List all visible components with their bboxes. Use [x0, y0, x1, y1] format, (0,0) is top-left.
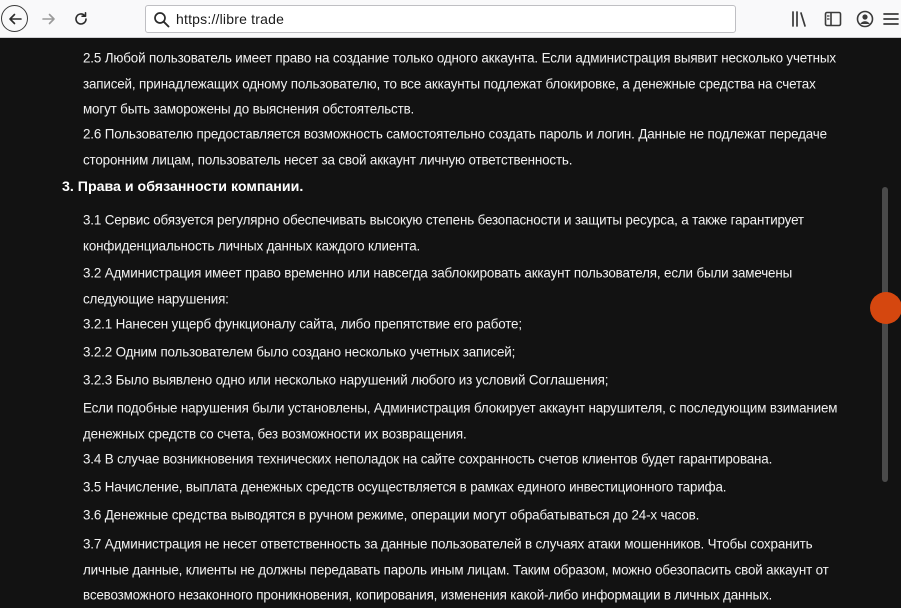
paragraph-2-5: 2.5 Любой пользователь имеет право на создание только одного аккаунта. Если администрация выявит несколько учетных записей, принадлежащих одному пользователю, то все аккаунты подлежат блокировке, а денежные средства на счетах могут быть заморожены до выяснения обстоятельств. — [83, 50, 836, 117]
back-button[interactable] — [1, 5, 28, 32]
paragraph-violations: Если подобные нарушения были установлены, Администрация блокирует аккаунт нарушителя, с последующим взиманием денежных средств со счета, без возможности их возвращения. — [83, 400, 838, 442]
paragraph-3-1: 3.1 Сервис обязуется регулярно обеспечивать высокую степень безопасности и защиты ресурса, а также гарантирует конфиденциальность личных данных каждого клиента. — [83, 212, 804, 254]
library-icon[interactable] — [790, 9, 810, 29]
paragraph-3-6: 3.6 Денежные средства выводятся в ручном режиме, операции могут обрабатываться до 24-х часов. — [83, 507, 700, 523]
scroll-to-top-button[interactable] — [870, 292, 901, 324]
paragraph-3-2-1: 3.2.1 Нанесен ущерб функционалу сайта, либо препятствие его работе; — [83, 316, 522, 332]
url-text[interactable]: https://libre trade — [176, 11, 285, 27]
paragraph-3-2-2: 3.2.2 Одним пользователем было создано несколько учетных записей; — [83, 344, 516, 360]
paragraph-3-4: 3.4 В случае возникновения технических неполадок на сайте сохранность счетов клиентов будет гарантирована. — [83, 451, 773, 467]
paragraph-3-5: 3.5 Начисление, выплата денежных средств осуществляется в рамках единого инвестиционного тарифа. — [83, 479, 727, 495]
browser-toolbar — [0, 0, 901, 38]
address-bar[interactable] — [145, 5, 736, 33]
section-heading: 3. Права и обязанности компании. — [62, 179, 304, 195]
paragraph-3-2: 3.2 Администрация имеет право временно или навсегда заблокировать аккаунт пользователя, если были замечены следующие нарушения: — [83, 265, 793, 307]
paragraph-2-6: 2.6 Пользователю предоставляется возможность самостоятельно создать пароль и логин. Данные не подлежат передаче сторонним лицам, пользователь несет за свой аккаунт личную ответственность. — [83, 126, 827, 168]
arrow-right-icon — [41, 11, 57, 27]
reload-icon — [73, 11, 89, 27]
menu-icon[interactable] — [881, 9, 901, 29]
sidebar-icon[interactable] — [823, 9, 843, 29]
scrollbar-track[interactable] — [882, 187, 888, 482]
paragraph-3-2-3: 3.2.3 Было выявлено одно или несколько нарушений любого из условий Соглашения; — [83, 372, 609, 388]
page-content — [0, 38, 901, 608]
forward-button[interactable] — [34, 4, 64, 34]
paragraph-3-7: 3.7 Администрация не несет ответственность за данные пользователей в случаях атаки мошенников. Чтобы сохранить личные данные, клиенты не должны передавать пароль иным лицам. Таким образом, можно обезопасить свой аккаунт от всевозможного незаконного проникновения, копирования, изменения какой-либо информации в личных данных. — [83, 536, 829, 603]
account-icon[interactable] — [855, 9, 875, 29]
search-icon — [153, 11, 170, 28]
reload-button[interactable] — [66, 4, 96, 34]
arrow-left-icon — [7, 11, 23, 27]
